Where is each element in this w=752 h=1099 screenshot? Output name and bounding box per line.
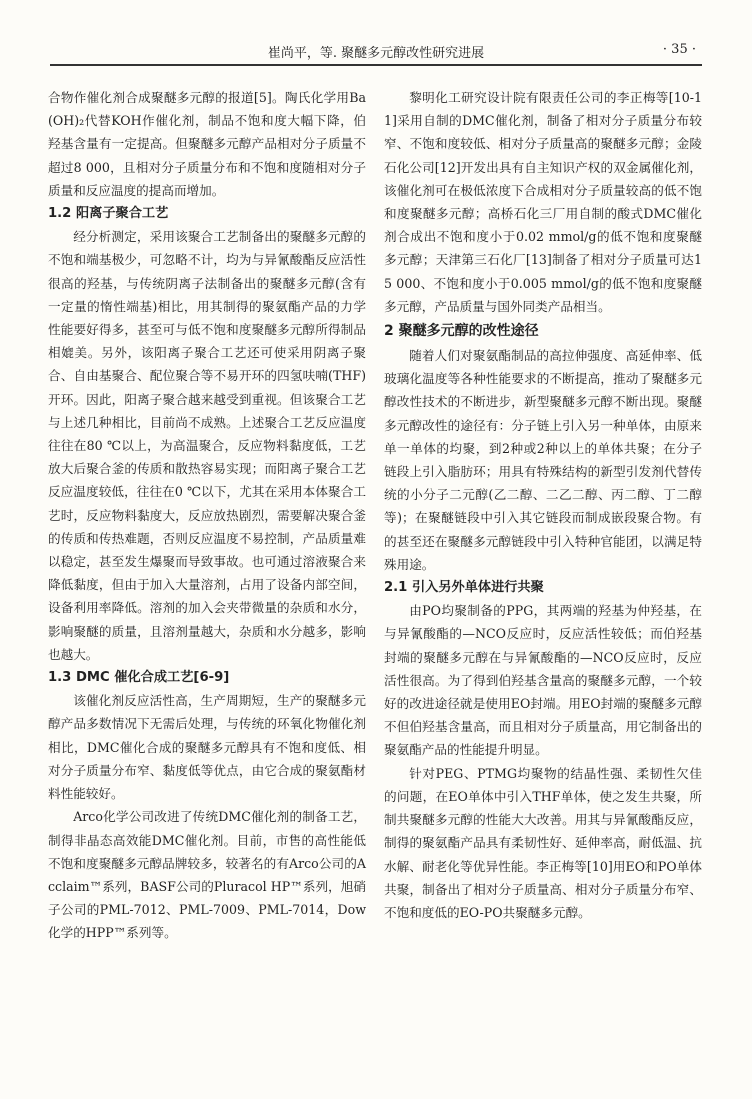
paragraph: 由PO均聚制备的PPG，其两端的羟基为仲羟基，在与异氰酸酯的—NCO反应时，反应活性较低；而伯羟基封端的聚醚多元醇在与异氰酸酯的—NCO反应时，反应活性很高。为了得到伯羟基含量高的聚醚多元醇，一个较好的改进途径就是使用EO封端。用EO封端的聚醚多元醇不但伯羟基含量高，而且相对分子质量高，用它制备出的聚氨酯产品的性能提升明显。 [384,603,702,758]
paragraph: 该催化剂反应活性高，生产周期短，生产的聚醚多元醇产品多数情况下无需后处理，与传统的环氧化物催化剂相比，DMC催化合成的聚醚多元醇具有不饱和度低、相对分子质量分布窄、黏度低等优点，由它合成的聚氨酯材料性能较好。 [48,693,366,802]
section-heading-1-2: 1.2 阳离子聚合工艺 [48,206,169,222]
paragraph: 经分析测定，采用该聚合工艺制备出的聚醚多元醇的不饱和端基极少，可忽略不计，均为与异氰酸酯反应活性很高的羟基，与传统阴离子法制备出的聚醚多元醇(含有一定量的惰性端基)相比，用其制得的聚氨酯产品的力学性能要好得多，甚至可与低不饱和度聚醚多元醇所得制品相媲美。另外，该阳离子聚合工艺还可使采用阴离子聚合、自由基聚合、配位聚合等不易开环的四氢呋喃(THF)开环。因此，阳离子聚合越来越受到重视。但该聚合工艺与上述几种相比，目前尚不成熟。上述聚合工艺反应温度往往在80 ℃以上，为高温聚合，反应物料黏度低，工艺放大后聚合釜的传质和散热容易实现；而阳离子聚合工艺反应温度较低，往往在0 ℃以下，尤其在采用本体聚合工艺时，反应物料黏度大，反应放热剧烈，需要解决聚合釜的传质和传热难题，否则反应温度不易控制，产品质量难以稳定，甚至发生爆聚而导致事故。也可通过溶液聚合来降低黏度，但由于加入大量溶剂，占用了设备内部空间，设备利用率降低。溶剂的加入会夹带微量的杂质和水分，影响聚醚的质量，且溶剂量越大，杂质和水分越多，影响也越大。 [48,229,366,662]
page-number: · 35 · [662,42,696,57]
paragraph: 黎明化工研究设计院有限责任公司的李正梅等[10-11]采用自制的DMC催化剂，制备了相对分子质量分布较窄、不饱和度较低、相对分子质量高的聚醚多元醇；金陵石化公司[12]开发出具有自主知识产权的双金属催化剂，该催化剂可在极低浓度下合成相对分子质量较高的低不饱和度聚醚多元醇；高桥石化三厂用自制的酸式DMC催化剂合成出不饱和度小于0.02 mmol/g的低不饱和度聚醚多元醇；天津第三石化厂[13]制备了相对分子质量可达15 000、不饱和度小于0.005 mmol/g的低不饱和度聚醚多元醇，产品质量与国外同类产品相当。 [384,90,702,314]
running-title: 崔尚平，等. 聚醚多元醇改性研究进展 [267,46,485,61]
left-column [48,86,366,945]
right-column [384,86,702,924]
section-heading-2: 2 聚醚多元醇的改性途径 [384,323,539,340]
paragraph: 随着人们对聚氨酯制品的高拉伸强度、高延伸率、低玻璃化温度等各种性能要求的不断提高，推动了聚醚多元醇改性技术的不断进步，新型聚醚多元醇不断出现。聚醚多元醇改性的途径有：分子链上引入另一种单体，由原来单一单体的均聚，到2种或2种以上的单体共聚；在分子链段上引入脂肪环；用具有特殊结构的新型引发剂代替传统的小分子二元醇(乙二醇、二乙二醇、丙二醇、丁二醇等)；在聚醚链段中引入其它链段而制成嵌段聚合物。有的甚至还在聚醚多元醇链段中引入特种官能团，以满足特殊用途。 [384,348,702,572]
running-header [50,38,702,66]
paragraph: 合物作催化剂合成聚醚多元醇的报道[5]。陶氏化学用Ba(OH)₂代替KOH作催化剂，制品不饱和度大幅下降，伯羟基含量有一定提高。但聚醚多元醇产品相对分子质量不超过8 000，且相对分子质量分布和不饱和度随相对分子质量和反应温度的提高而增加。 [48,90,366,198]
paragraph: Arco化学公司改进了传统DMC催化剂的制备工艺，制得非晶态高效能DMC催化剂。目前，市售的高性能低不饱和度聚醚多元醇品牌较多，较著名的有Arco公司的Acclaim™系列，BASF公司的Pluracol HP™系列，旭硝子公司的PML-7012、PML-7009、PML-7014，Dow化学的HPP™系列等。 [48,809,366,941]
section-heading-1-3: 1.3 DMC 催化合成工艺[6-9] [48,670,230,686]
section-heading-2-1: 2.1 引入另外单体进行共聚 [384,580,544,596]
paragraph: 针对PEG、PTMG均聚物的结晶性强、柔韧性欠佳的问题，在EO单体中引入THF单体，使之发生共聚，所制共聚醚多元醇的性能大大改善。用其与异氰酸酯反应，制得的聚氨酯产品具有柔韧性好、延伸率高，耐低温、抗水解、耐老化等优异性能。李正梅等[10]用EO和PO单体共聚，制备出了相对分子质量高、相对分子质量分布窄、不饱和度低的EO-PO共聚醚多元醇。 [384,765,702,920]
